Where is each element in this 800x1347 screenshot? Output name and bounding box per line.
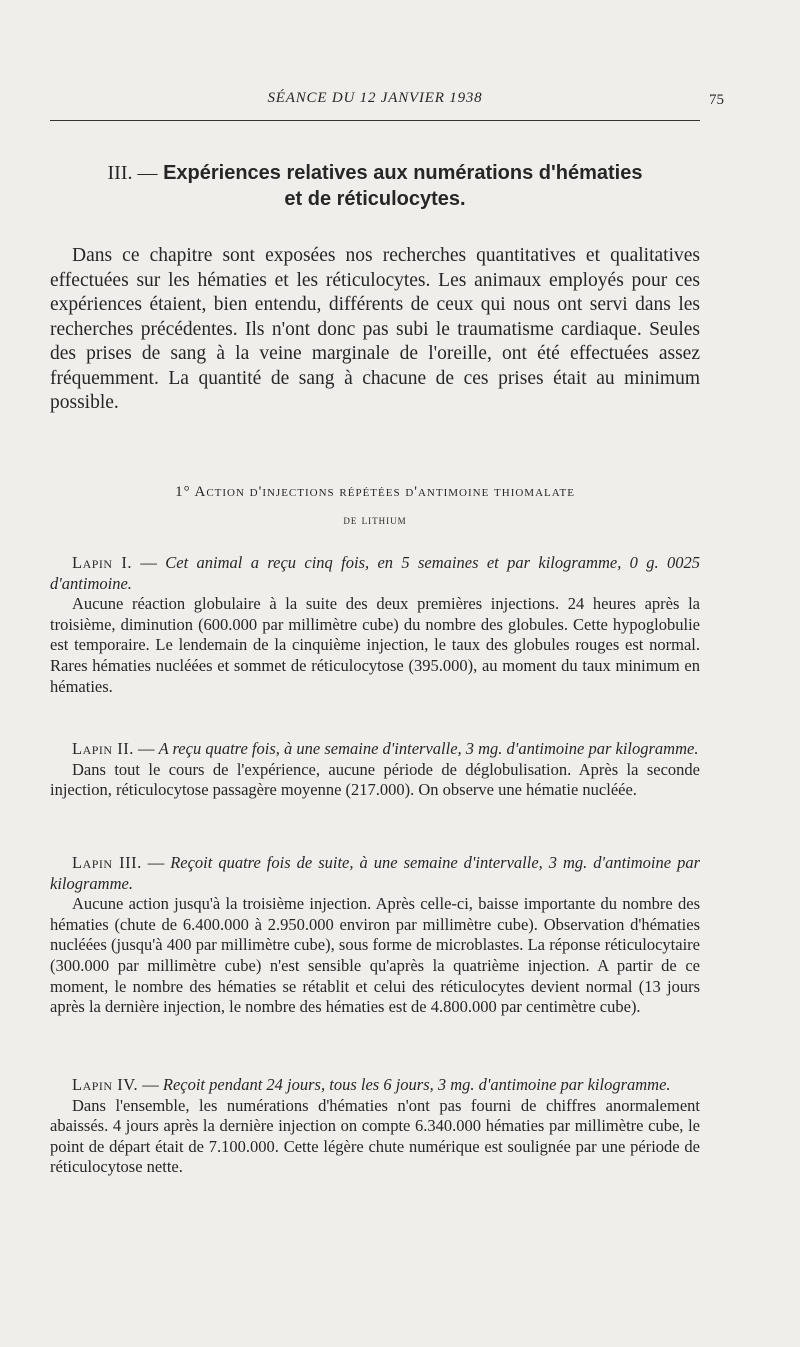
entry-heading: Lapin II. — A reçu quatre fois, à une semaine d'intervalle, 3 mg. d'antimoine par kilogramme. [72, 739, 699, 758]
entry-body: Dans tout le cours de l'expérience, aucune période de déglobulisation. Après la seconde injection, réticulocytose passagère moyenne (217.000). On observe une hématie nucléée. [50, 759, 700, 800]
running-title: SÉANCE DU 12 JANVIER 1938 [267, 90, 483, 106]
entry-heading: Lapin III. — Reçoit quatre fois de suite, à une semaine d'intervalle, 3 mg. d'antimoine par kilogramme. [50, 853, 700, 893]
subsection-line1: 1° Action d'injections répétées d'antimoine thiomalate [175, 484, 575, 500]
page-number: 75 [709, 92, 724, 108]
entry-lapin-4 [50, 1075, 700, 1178]
section-title-line1 [50, 160, 700, 186]
entry-summary: A reçu quatre fois, à une semaine d'intervalle, 3 mg. d'antimoine par kilogramme. [158, 739, 699, 758]
entry-lapin-3 [50, 853, 700, 1018]
running-head [50, 90, 724, 114]
entry-summary: Reçoit quatre fois de suite, à une semaine d'intervalle, 3 mg. d'antimoine par kilogramme. [50, 853, 700, 893]
entry-body: Aucune réaction globulaire à la suite des deux premières injections. 24 heures après la troisième, diminution (600.000 par millimètre cube) du nombre des globules. Cette hypoglobulie est temporaire. Le lendemain de la cinquième injection, le taux des globules rouges est normal. Rares hématies nucléées et sommet de réticulocytose (395.000), au moment du taux minimum en hématies. [50, 594, 700, 696]
entry-heading: Lapin I. — Cet animal a reçu cinq fois, en 5 semaines et par kilogramme, 0 g. 0025 d'antimoine. [50, 553, 701, 593]
subsection-heading [50, 478, 700, 534]
intro-paragraph: Dans ce chapitre sont exposées nos recherches quantitatives et qualitatives effectuées sur les hématies et les réticulocytes. Les animaux employés pour ces expériences étaient, bien entendu, différents de ceux qui nous ont servi dans les recherches précédentes. Ils n'ont donc pas subi le traumatisme cardiaque. Seules des prises de sang à la veine marginale de l'oreille, ont été effectuées assez fréquemment. La quantité de sang à chacune de ces prises était au minimum possible. [50, 245, 700, 413]
entry-label: Lapin III. [72, 853, 142, 872]
entry-heading: Lapin IV. — Reçoit pendant 24 jours, tous les 6 jours, 3 mg. d'antimoine par kilogramme. [72, 1075, 671, 1094]
entry-lapin-2 [50, 739, 700, 801]
section-title-text: Expériences relatives aux numérations d'hématies [163, 162, 643, 184]
entry-label: Lapin I. [72, 553, 133, 572]
entry-label: Lapin IV. [72, 1075, 139, 1094]
entry-summary: Reçoit pendant 24 jours, tous les 6 jours, 3 mg. d'antimoine par kilogramme. [162, 1075, 671, 1094]
header-rule [50, 120, 700, 121]
entry-body: Aucune action jusqu'à la troisième injection. Après celle-ci, baisse importante du nombre des hématies (chute de 6.400.000 à 2.950.000 environ par millimètre cube). Observation d'hématies nucléées (jusqu'à 400 par millimètre cube), sous forme de microblastes. La réponse réticulocytaire (300.000 par millimètre cube) n'est sensible qu'après la quatrième injection. A partir de ce moment, le nombre des hématies se rétablit et celui des réticulocytes devient normal (13 jours après la dernière injection, le nombre des hématies est de 4.800.000 par centimètre cube). [50, 894, 700, 1017]
section-title-line2: et de réticulocytes. [284, 188, 466, 210]
entry-body: Dans l'ensemble, les numérations d'hématies n'ont pas fourni de chiffres anormalement abaissés. 4 jours après la dernière injection on compte 6.340.000 hématies par millimètre cube, le point de départ était de 7.100.000. Cette légère chute numérique est soulignée par une période de réticulocytose nette. [50, 1095, 700, 1177]
entry-summary: Cet animal a reçu cinq fois, en 5 semaines et par kilogramme, 0 g. 0025 d'antimoine. [50, 553, 701, 593]
section-number: III. — [107, 162, 158, 184]
section-heading [50, 160, 700, 212]
entry-lapin-1 [50, 553, 700, 697]
entry-label: Lapin II. [72, 739, 134, 758]
subsection-line2: de lithium [343, 512, 407, 527]
